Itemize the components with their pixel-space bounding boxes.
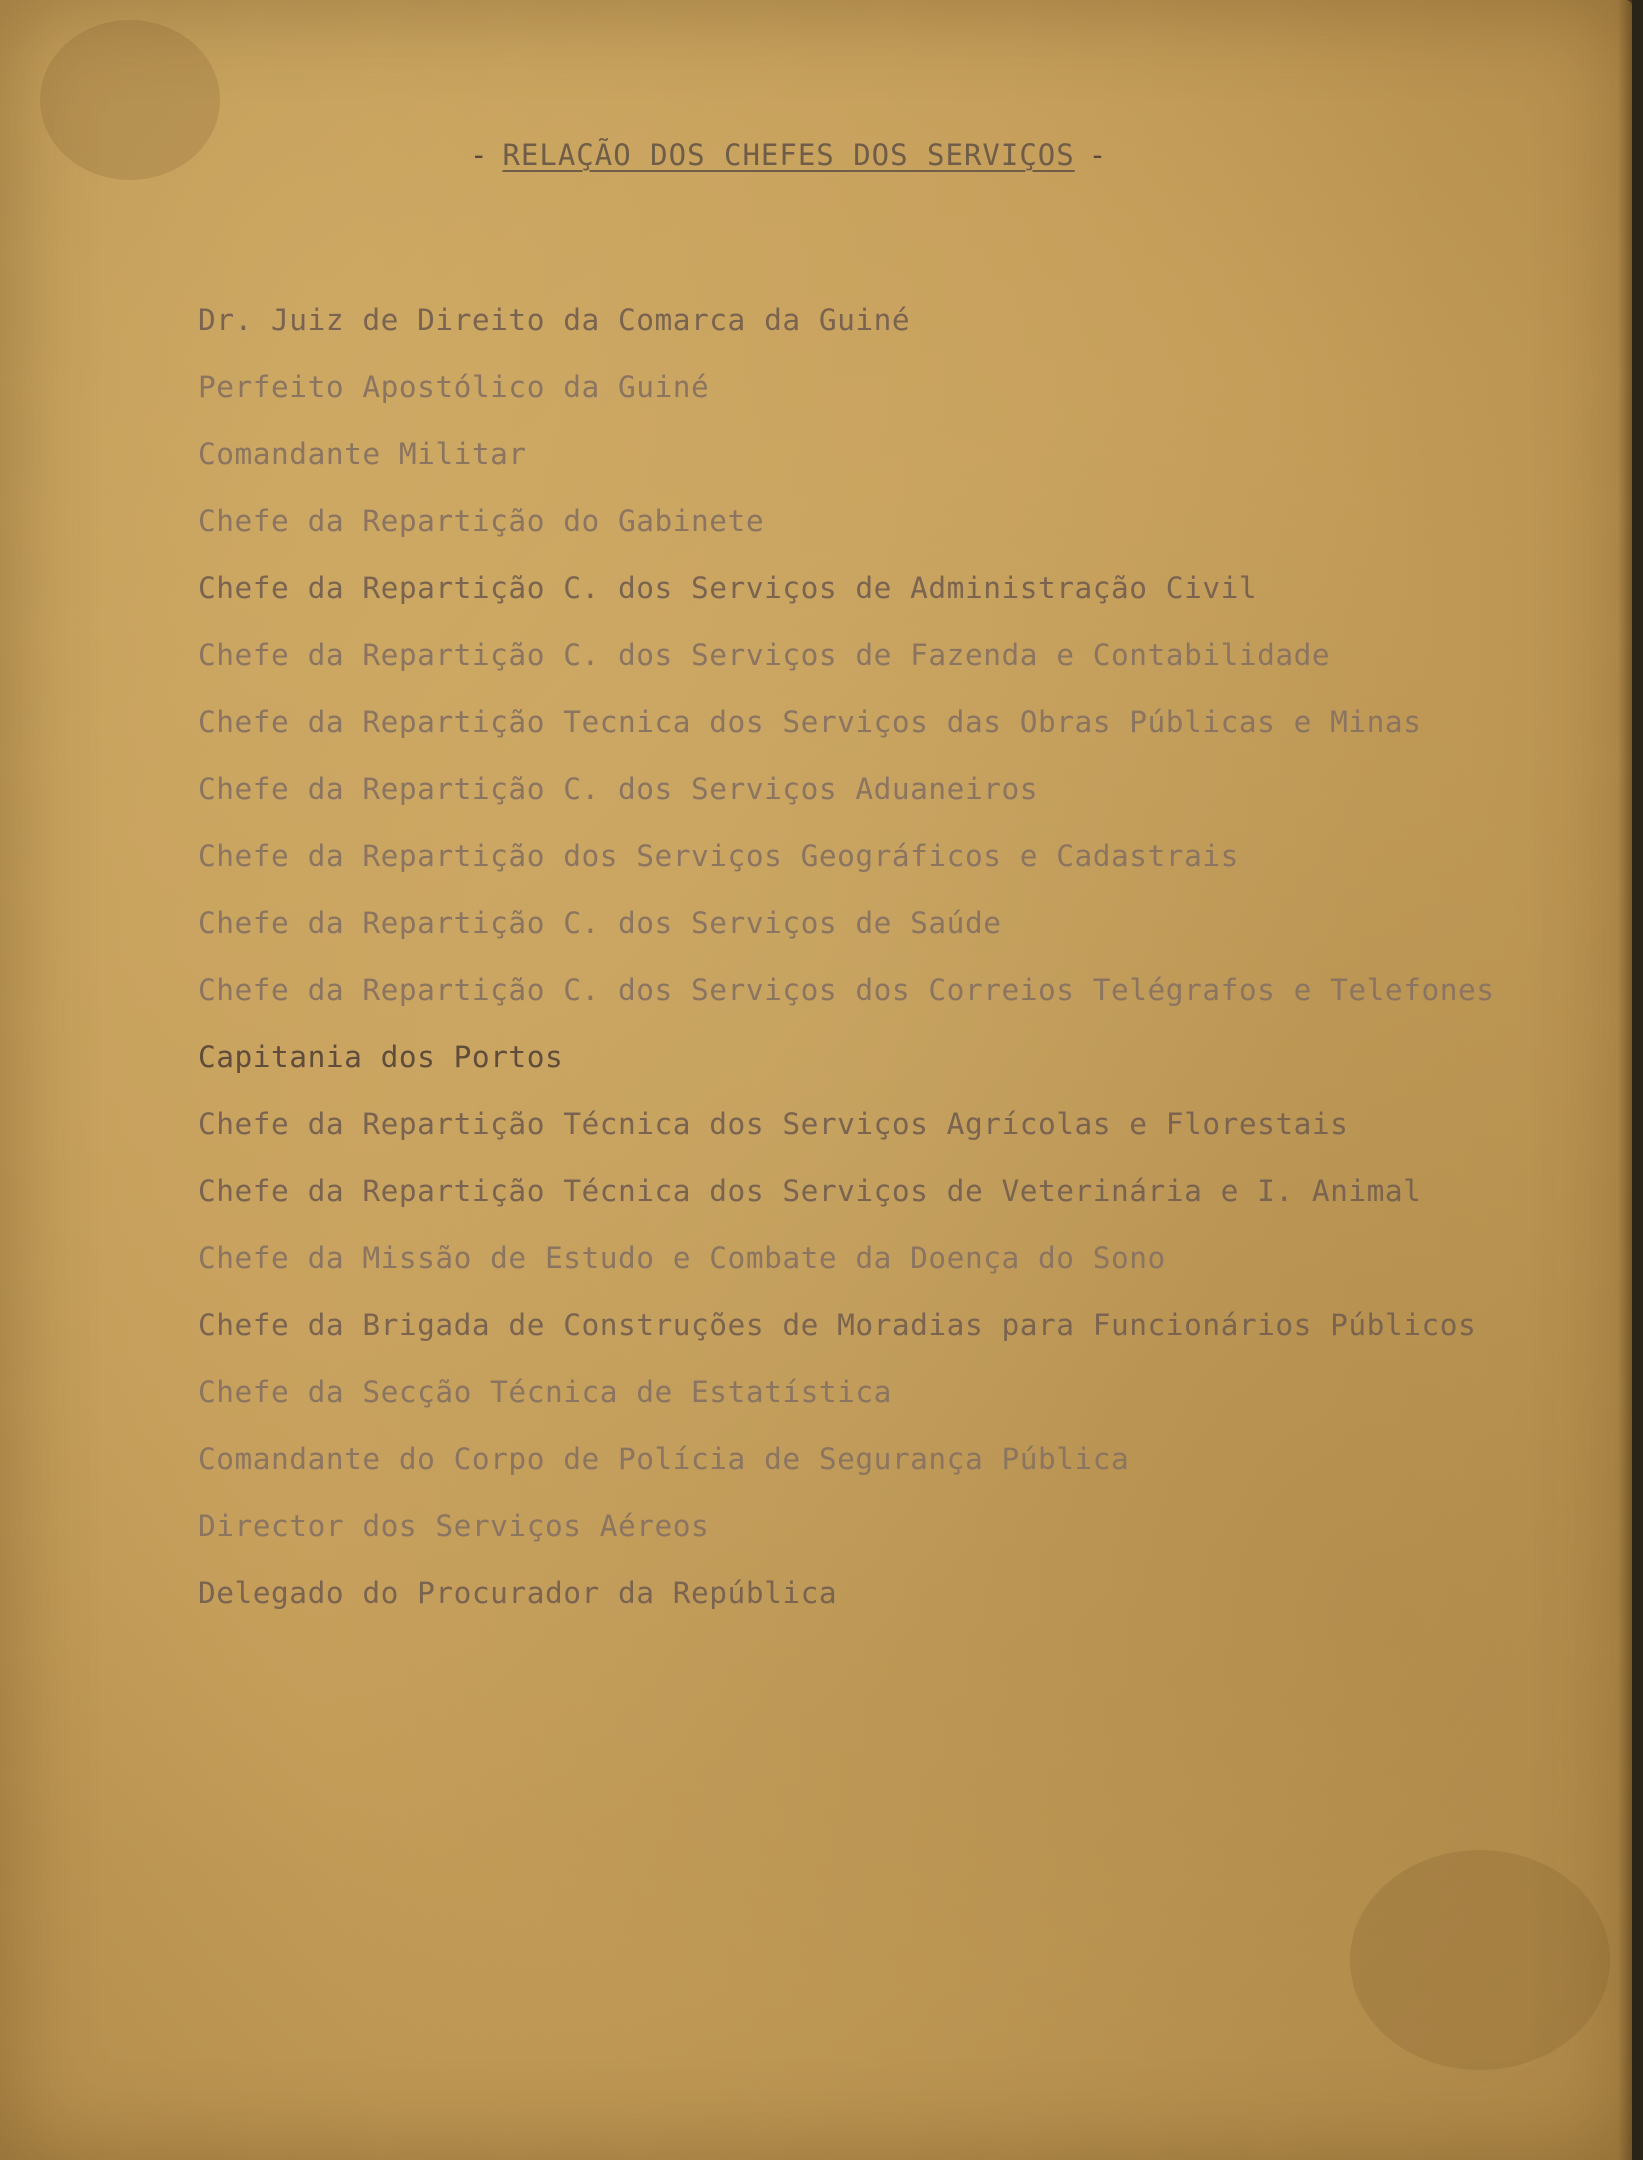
list-item: Chefe da Repartição C. dos Serviços de Administração Civil	[198, 571, 1258, 605]
list-item: Chefe da Missão de Estudo e Combate da Doença do Sono	[198, 1241, 1166, 1275]
list-item: Delegado do Procurador da República	[198, 1576, 838, 1610]
list-item: Chefe da Repartição C. dos Serviços Aduaneiros	[198, 772, 1038, 806]
list-item: Chefe da Brigada de Construções de Moradias para Funcionários Públicos	[198, 1308, 1477, 1342]
list-item: Comandante do Corpo de Polícia de Segurança Pública	[198, 1442, 1130, 1476]
paper-stain	[40, 20, 220, 180]
list-item: Chefe da Repartição dos Serviços Geográficos e Cadastrais	[198, 839, 1239, 873]
title-dash-left: -	[470, 138, 489, 172]
list-item: Director dos Serviços Aéreos	[198, 1509, 710, 1543]
title-text: RELAÇÃO DOS CHEFES DOS SERVIÇOS	[502, 138, 1075, 172]
list-item: Comandante Militar	[198, 437, 527, 471]
title-dash-right: -	[1088, 138, 1108, 172]
list-item: Chefe da Repartição C. dos Serviços de Saúde	[198, 906, 1002, 940]
service-heads-list	[198, 300, 1495, 1640]
paper-edge	[1618, 0, 1632, 2160]
list-item: Chefe da Repartição do Gabinete	[198, 504, 765, 538]
list-item: Chefe da Repartição Técnica dos Serviços Agrícolas e Florestais	[198, 1107, 1349, 1141]
list-item: Dr. Juiz de Direito da Comarca da Guiné	[198, 303, 911, 337]
list-item: Capitania dos Portos	[198, 1040, 564, 1074]
list-item: Chefe da Secção Técnica de Estatística	[198, 1375, 892, 1409]
list-item: Chefe da Repartição Técnica dos Serviços de Veterinária e I. Animal	[198, 1174, 1422, 1208]
list-item: Perfeito Apostólico da Guiné	[198, 370, 710, 404]
list-item: Chefe da Repartição Tecnica dos Serviços das Obras Públicas e Minas	[198, 705, 1422, 739]
list-item: Chefe da Repartição C. dos Serviços de Fazenda e Contabilidade	[198, 638, 1331, 672]
paper-stain	[1350, 1850, 1610, 2070]
list-item: Chefe da Repartição C. dos Serviços dos Correios Telégrafos e Telefones	[198, 973, 1495, 1007]
document-title	[470, 138, 1107, 172]
